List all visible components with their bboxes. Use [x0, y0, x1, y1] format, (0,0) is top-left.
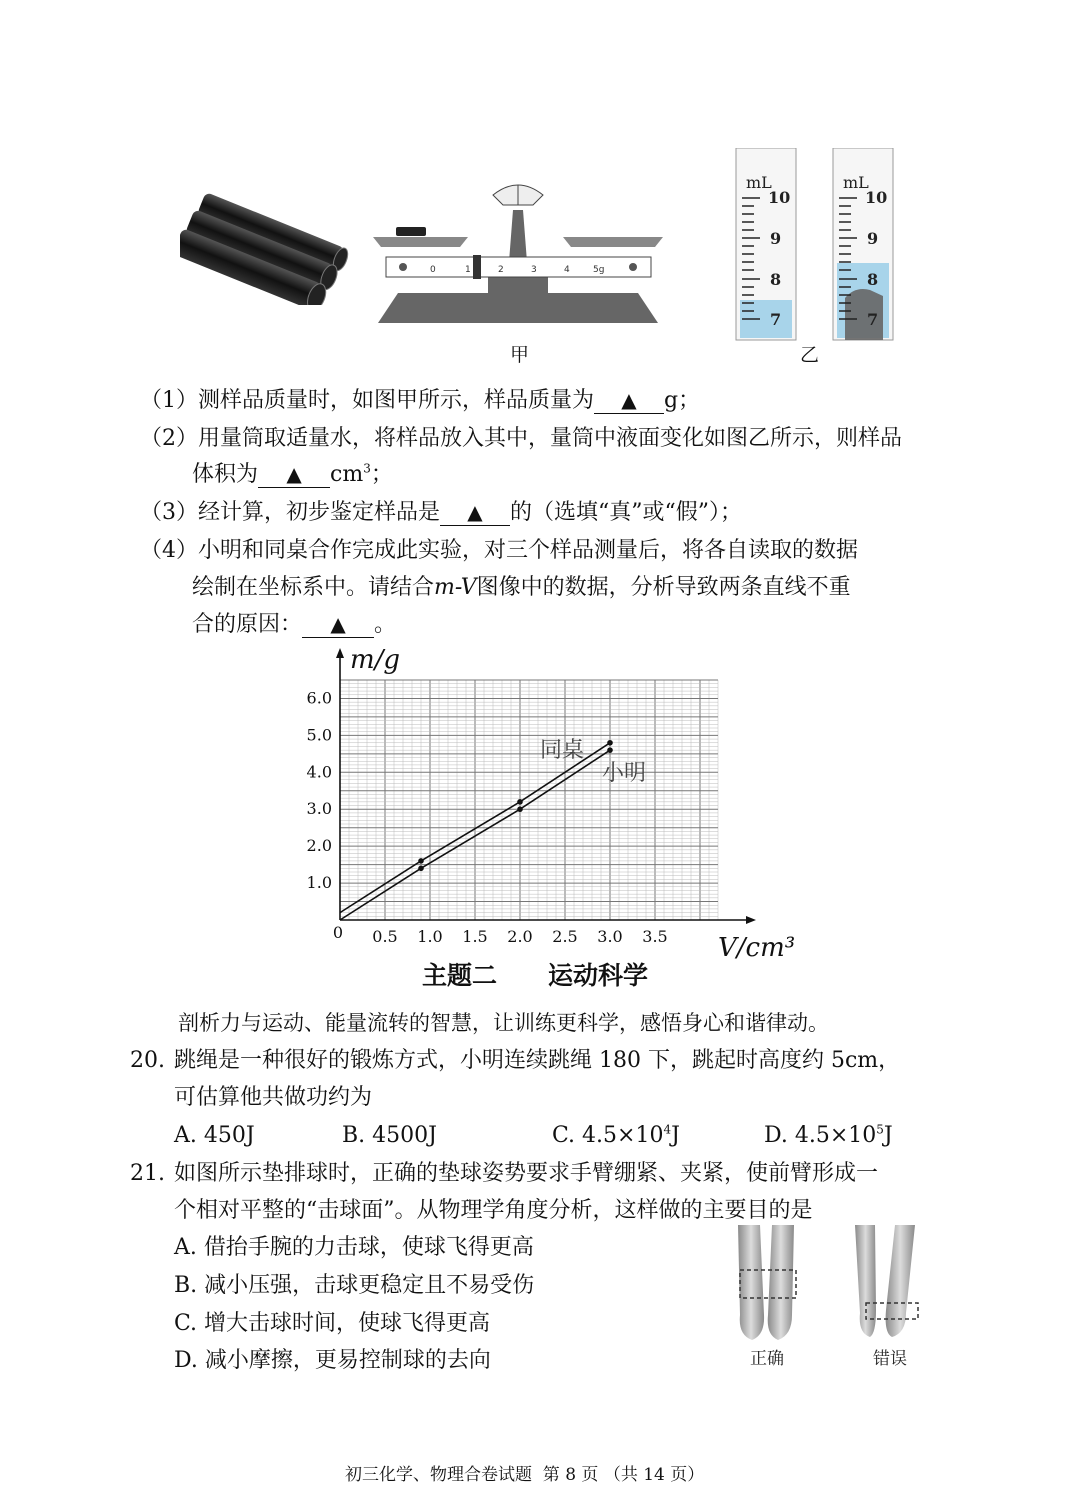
q19-item-4-line3-prefix: 合的原因：: [192, 612, 303, 637]
series-point: [517, 806, 523, 812]
x-axis-label: V/cm³: [718, 933, 796, 960]
balance-image: [368, 175, 668, 325]
q20-option-c: [552, 1121, 680, 1151]
q20-option-d-tail: J: [883, 1123, 893, 1148]
cylinder-after-unit: mL: [843, 173, 869, 192]
cylinder-after-image: [825, 148, 897, 343]
q21-line2: 个相对平整的“击球面”。从物理学角度分析，这样做的主要目的是: [174, 1198, 813, 1223]
cylinder-after-tick-10: 10: [865, 188, 888, 207]
y-axis-label: m/g: [350, 645, 401, 675]
q20-line2: 可估算他共做功约为: [174, 1085, 373, 1110]
series-label: 小明: [602, 761, 647, 787]
q19-item-4-suffix: 图像中的数据，分析导致两条直线不重: [476, 575, 851, 600]
y-tick-label: 5.0: [306, 725, 332, 745]
q19-item-4-line3: [192, 610, 396, 640]
series-point: [517, 799, 523, 805]
x-tick-label: 3.5: [642, 927, 668, 946]
q19-item-2-blank: ▲: [258, 461, 330, 488]
figure-yi-caption: 乙: [800, 344, 820, 366]
q20-line1: 跳绳是一种很好的锻炼方式，小明连续跳绳 180 下，跳起时高度约 5cm，: [174, 1048, 901, 1073]
q20-option-d-sup: 5: [876, 1122, 884, 1137]
m-v-chart: [290, 640, 810, 960]
cylinder-before-tick-10: 10: [768, 188, 791, 207]
q19-item-2-line1: （2）用量筒取适量水，将样品放入其中，量筒中液面变化如图乙所示，则样品: [140, 426, 902, 451]
q20-option-b: B. 4500J: [342, 1123, 437, 1148]
q21-option-a: A. 借抬手腕的力击球，使球飞得更高: [174, 1235, 534, 1260]
q19-item-4-line3-suffix: 。: [374, 612, 397, 637]
q20-option-c-tail: J: [671, 1123, 680, 1148]
balance-tick-0: 0: [430, 265, 436, 275]
x-axis-arrow: [746, 916, 756, 924]
x-tick-label: 1.0: [417, 927, 443, 946]
x-tick-label: 3.0: [597, 927, 623, 946]
q19-item-2-end: ；: [370, 462, 393, 487]
section-intro: 剖析力与运动、能量流转的智慧，让训练更科学，感悟身心和谐律动。: [178, 1011, 829, 1035]
origin-label: 0: [332, 923, 344, 942]
section-title-number: 主题二: [422, 961, 498, 990]
cylinder-after-tick-8: 8: [867, 270, 879, 289]
y-axis-arrow: [336, 648, 344, 658]
q19-item-1-text: （1）测样品质量时，如图甲所示，样品质量为: [140, 388, 594, 413]
q20-option-c-base: C. 4.5×10: [552, 1123, 664, 1148]
cylinder-before-tick-9: 9: [770, 229, 782, 248]
q19-item-4-prefix: 绘制在坐标系中。请结合: [192, 575, 435, 600]
balance-tick-3: 3: [531, 265, 537, 275]
y-tick-label: 6.0: [306, 688, 332, 708]
y-tick-label: 4.0: [306, 762, 332, 782]
q20-option-d-base: D. 4.5×10: [764, 1123, 877, 1148]
q20-option-a: A. 450J: [174, 1123, 255, 1148]
figure-jia-caption: 甲: [510, 344, 530, 366]
q19-item-2-unit: cm: [330, 462, 364, 487]
q19-item-3-blank: ▲: [440, 499, 510, 526]
q19-item-2-unit-sup: 3: [363, 461, 371, 476]
series-point: [607, 740, 613, 746]
balance-tick-4: 4: [564, 265, 570, 275]
balance-tick-5: 5g: [593, 265, 605, 275]
q19-item-4-line1: （4）小明和同桌合作完成此实验，对三个样品测量后，将各自读取的数据: [140, 538, 858, 563]
q20-option-d: [764, 1121, 893, 1151]
q20-option-c-sup: 4: [663, 1122, 672, 1137]
section-title-name: 运动科学: [548, 961, 649, 990]
q19-item-3-prefix: （3）经计算，初步鉴定样品是: [140, 500, 440, 525]
series-point: [418, 866, 424, 872]
pipes-image: [180, 190, 360, 305]
q19-item-3-suffix: 的（选填“真”或“假”）；: [510, 500, 742, 525]
q19-item-2-prefix: 体积为: [192, 462, 259, 487]
q19-item-1-suffix: g；: [664, 388, 701, 413]
q19-item-1-blank: ▲: [594, 387, 664, 414]
balance-tick-2: 2: [498, 265, 504, 275]
q19-item-1: [140, 386, 700, 416]
x-tick-label: 0.5: [372, 927, 398, 946]
q19-item-2-line2: [192, 460, 393, 490]
y-tick-label: 2.0: [306, 836, 332, 856]
arms-correct-label: 正确: [750, 1349, 784, 1369]
arms-wrong-label: 错误: [873, 1349, 907, 1369]
q19-item-3: [140, 498, 742, 528]
q21-option-c: C. 增大击球时间，使球飞得更高: [174, 1311, 491, 1336]
page-footer: 初三化学、物理合卷试题 第 8 页 （共 14 页）: [345, 1465, 705, 1485]
arms-posture-image: [730, 1225, 930, 1370]
q20-number: 20.: [130, 1048, 165, 1073]
cylinder-after-tick-9: 9: [867, 229, 879, 248]
q19-item-4-blank: ▲: [302, 611, 374, 638]
cylinder-before-image: [728, 148, 800, 343]
q21-number: 21.: [130, 1161, 165, 1186]
cylinder-after-tick-7: 7: [867, 310, 879, 329]
q19-item-4-italic: m-V: [434, 575, 477, 600]
x-tick-label: 2.5: [552, 927, 578, 946]
cylinder-before-unit: mL: [746, 173, 772, 192]
x-tick-label: 2.0: [507, 927, 533, 946]
q21-line1: 如图所示垫排球时，正确的垫球姿势要求手臂绷紧、夹紧，使前臂形成一: [174, 1161, 879, 1186]
x-tick-label: 1.5: [462, 927, 488, 946]
q21-option-b: B. 减小压强，击球更稳定且不易受伤: [174, 1273, 535, 1298]
series-point: [607, 747, 613, 753]
series-label: 同桌: [540, 737, 585, 763]
series-point: [418, 858, 424, 864]
y-tick-label: 1.0: [306, 873, 332, 893]
cylinder-before-tick-7: 7: [770, 310, 782, 329]
q19-item-4-line2: [192, 573, 851, 603]
q21-option-d: D. 减小摩擦，更易控制球的去向: [174, 1348, 491, 1373]
cylinder-before-tick-8: 8: [770, 270, 782, 289]
balance-tick-1: 1: [465, 265, 471, 275]
y-tick-label: 3.0: [306, 799, 332, 819]
